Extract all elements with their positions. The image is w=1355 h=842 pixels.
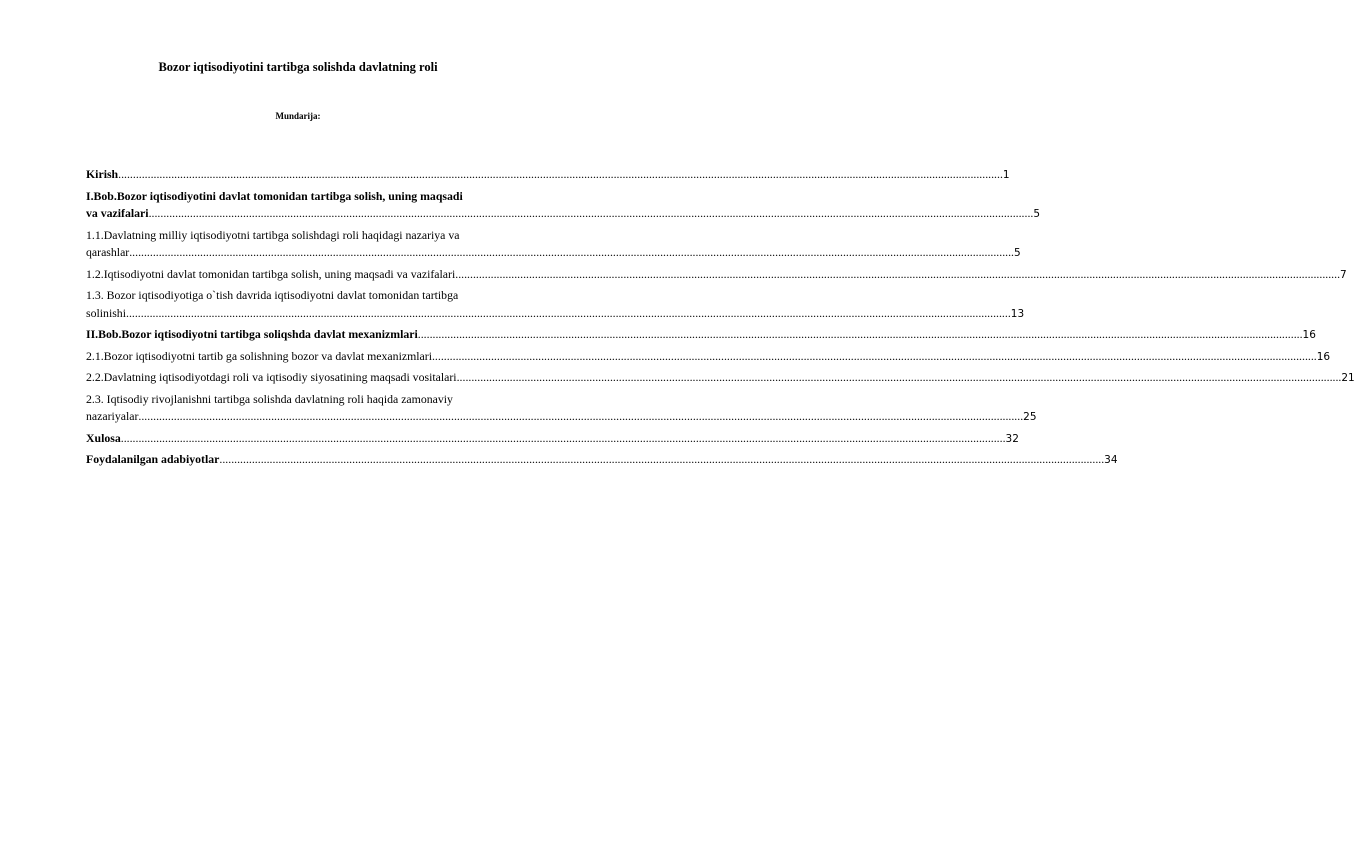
toc-dot-leader: ............................................................................................................................................................................................................................................................................................................: [417, 327, 1303, 341]
toc-page-number: 5: [1014, 247, 1021, 259]
toc-dot-leader: ............................................................................................................................................................................................................................................................................................................: [118, 167, 1003, 181]
toc-entry[interactable]: [86, 348, 1331, 367]
toc-entry-title: nazariyalar: [86, 409, 139, 423]
toc-dot-leader: ............................................................................................................................................................................................................................................................................................................: [219, 452, 1105, 466]
toc-page-number: 13: [1010, 307, 1025, 320]
toc-entry-title-line: 2.3. Iqtisodiy rivojlanishni tartibga solishda davlatning roli haqida zamonaviy: [86, 391, 453, 406]
toc-entry-row: [86, 326, 1316, 345]
document-title: Bozor iqtisodiyotini tartibga solishda davlatning roli: [158, 60, 438, 74]
toc-page-number: 32: [1005, 432, 1019, 445]
toc-entry[interactable]: [86, 287, 1025, 323]
toc-heading: Mundarija:: [275, 111, 321, 121]
toc-entry-row: [86, 166, 1010, 185]
toc-entry[interactable]: [86, 326, 1316, 345]
toc-page-number: 16: [1302, 329, 1316, 341]
toc-entry[interactable]: [86, 451, 1118, 470]
toc-dot-leader: ............................................................................................................................................................................................................................................................................................................: [126, 305, 1011, 320]
toc-entry[interactable]: [86, 369, 1355, 388]
toc-entry[interactable]: [86, 188, 1041, 224]
toc-entry-title: qarashlar: [86, 245, 130, 259]
toc-page-number: 5: [1033, 208, 1041, 220]
toc-entry-title: Kirish: [86, 167, 119, 181]
toc-entry-title: solinishi: [86, 305, 126, 320]
toc-page-number: 1: [1002, 169, 1010, 181]
toc-entry-title: 1.2.Iqtisodiyotni davlat tomonidan tartibga solish, uning maqsadi va vazifalari: [86, 266, 456, 281]
toc-dot-leader: ............................................................................................................................................................................................................................................................................................................: [455, 266, 1341, 281]
toc-entry[interactable]: [86, 266, 1347, 285]
toc-entry-row: [86, 451, 1118, 470]
table-of-contents: [86, 166, 1355, 470]
toc-entry[interactable]: [86, 430, 1019, 449]
toc-entry-row: [86, 205, 1041, 224]
toc-entry-title-line: 1.3. Bozor iqtisodiyotiga o`tish davrida iqtisodiyotni davlat tomonidan tartibga: [86, 288, 459, 302]
toc-entry[interactable]: [86, 166, 1010, 185]
toc-entry-title-line: I.Bob.Bozor iqtisodiyotini davlat tomonidan tartibga solish, uning maqsadi: [86, 188, 463, 203]
toc-entry-row: [86, 305, 1025, 324]
toc-dot-leader: ............................................................................................................................................................................................................................................................................................................: [129, 245, 1014, 259]
toc-entry-row: [86, 244, 1021, 263]
toc-page-number: 34: [1104, 454, 1118, 466]
toc-entry[interactable]: [86, 227, 1021, 263]
toc-dot-leader: ............................................................................................................................................................................................................................................................................................................: [138, 409, 1024, 423]
toc-page-number: 25: [1023, 411, 1037, 423]
toc-entry-title: II.Bob.Bozor iqtisodiyotni tartibga soliqshda davlat mexanizmlari: [86, 327, 418, 341]
toc-dot-leader: ............................................................................................................................................................................................................................................................................................................: [120, 430, 1006, 445]
toc-entry-row: [86, 430, 1019, 449]
toc-dot-leader: ............................................................................................................................................................................................................................................................................................................: [148, 206, 1034, 220]
toc-entry-row: [86, 369, 1355, 388]
toc-page-number: 21: [1341, 372, 1355, 384]
toc-entry-title: 2.2.Davlatning iqtisodiyotdagi roli va iqtisodiy siyosatining maqsadi vositalari: [86, 370, 457, 384]
toc-page-number: 16: [1316, 350, 1331, 363]
toc-entry-row: [86, 266, 1347, 285]
toc-dot-leader: ............................................................................................................................................................................................................................................................................................................: [456, 370, 1342, 384]
toc-entry-title-line: 1.1.Davlatning milliy iqtisodiyotni tartibga solishdagi roli haqidagi nazariya va: [86, 227, 460, 242]
toc-entry-row: [86, 408, 1037, 427]
toc-page-number: 7: [1340, 268, 1347, 281]
toc-entry-row: [86, 348, 1331, 367]
toc-entry[interactable]: [86, 391, 1037, 427]
toc-entry-title: Foydalanilgan adabiyotlar: [86, 452, 220, 466]
toc-dot-leader: ............................................................................................................................................................................................................................................................................................................: [431, 348, 1317, 363]
toc-entry-title: va vazifalari: [86, 206, 149, 220]
toc-entry-title: Xulosa: [86, 430, 121, 445]
toc-entry-title: 2.1.Bozor iqtisodiyotni tartib ga solishning bozor va davlat mexanizmlari: [86, 348, 432, 363]
